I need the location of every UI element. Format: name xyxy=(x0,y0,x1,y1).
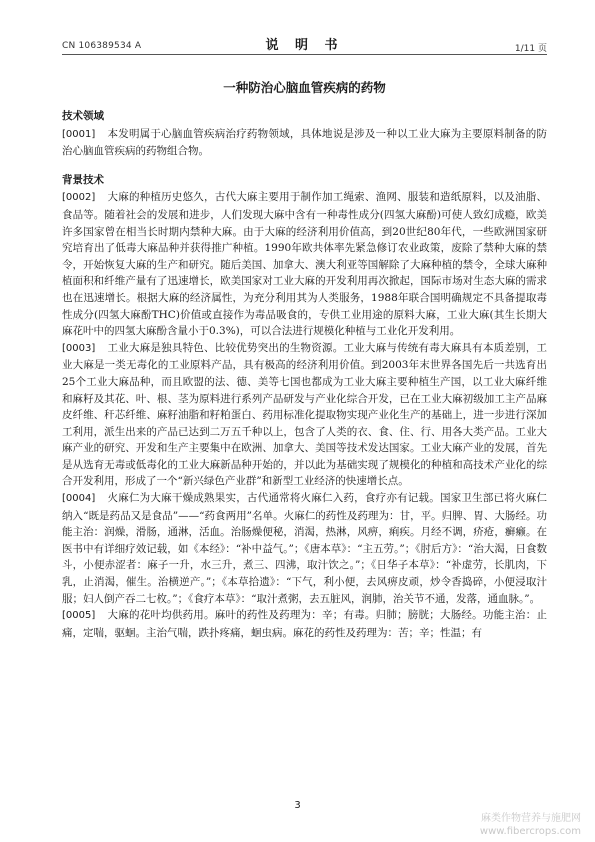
watermark-url: www.fibercrops.com xyxy=(479,826,581,837)
page-number: 3 xyxy=(294,800,301,811)
paragraph-text: 本发明属于心脑血管疾病治疗药物领域，具体地说是涉及一种以工业大麻为主要原料制备的防治心脑血管疾病的药物组合物。 xyxy=(62,127,547,158)
page-header xyxy=(62,30,547,52)
paragraph-number: [0003] xyxy=(62,342,96,354)
paragraph-0002 xyxy=(62,189,547,339)
paragraph-text: 大麻的种植历史悠久，古代大麻主要用于制作加工绳索、渔网、服装和造纸原料，以及油脂、食品等。随着社会的发展和进步，人们发现大麻中含有一种毒性成分(四氢大麻酚)可使人致幻成瘾，欧美许多国家曾在相当长时期内禁种大麻。由于大麻的经济利用价值高，到20世纪80年代，一些欧洲国家研究培育出了低毒大麻品种并获得推广种植。1990年欧共体率先紧急修订农业政策，废除了禁种大麻的禁令，开始恢复大麻的生产和研究。随后美国、加拿大、澳大利亚等国解除了大麻种植的禁令，全球大麻种植面积和纤维产量有了迅速增长，欧美国家对工业大麻的开发利用再次掀起，国际市场对生态大麻的需求也在迅速增长。根据大麻的经济属性，为充分利用其为人类服务，1988年联合国明确规定不具备提取毒性成分(四氢大麻酚THC)价值或直接作为毒品吸食的，专供工业用途的原料大麻，工业大麻(其生长期大麻花叶中的四氢大麻酚含量小于0.3%)，可以合法进行规模化种植与工业化开发利用。 xyxy=(62,191,547,338)
paragraph-0001 xyxy=(62,126,547,160)
invention-title: 一种防治心脑血管疾病的药物 xyxy=(223,80,386,95)
paragraph-number: [0001] xyxy=(62,128,96,140)
document-type-title: 说 明 书 xyxy=(265,38,344,53)
section-heading-technical-field: 技术领域 xyxy=(62,110,104,122)
paragraph-number: [0004] xyxy=(62,493,96,505)
header-divider xyxy=(62,54,547,55)
paragraph-0004 xyxy=(62,490,547,607)
paragraph-text: 大麻的花叶均供药用。麻叶的药性及药理为：辛；有毒。归肺；膀胱；大肠经。功能主治：止痛，定喘，驱蛔。主治气喘，跌扑疼痛，蛔虫病。麻花的药性及药理为：苦；辛；性温；有 xyxy=(62,609,547,639)
document-body xyxy=(62,108,547,641)
paragraph-number: [0002] xyxy=(62,192,96,204)
page-indicator: 1/11 页 xyxy=(514,44,547,54)
section-heading-background: 背景技术 xyxy=(62,173,104,186)
paragraph-text: 工业大麻是独具特色、比较优势突出的生物资源。工业大麻与传统有毒大麻具有本质差别，工业大麻是一类无毒化的工业原料产品，具有极高的经济利用价值。到2003年末世界各国先后一共选育出25个工业大麻品种，而且欧盟的法、德、美等七国也都成为工业大麻主要种植生产国，以工业大麻纤维和麻籽及其花、叶、根、茎为原料进行系列产品研发与产业化综合开发，已在工业大麻初级加工主产品麻皮纤维、秆芯纤维、麻籽油脂和籽粕蛋白、药用标准化提取物实现产业化生产的基础上，进一步进行深加工利用，派生出来的产品已达到二万五千种以上，包含了人类的衣、食、住、行、用各大类产品。工业大麻产业的研究、开发和生产主要集中在欧洲、加拿大、美国等技术发达国家。工业大麻产业的发展，首先是从选育无毒或低毒化的工业大麻新品种开始的，并以此为基础实现了规模化的种植和高技术产业化的综合开发利用，形成了一个“新兴绿色产业群”和新型工业经济的快速增长点。 xyxy=(62,341,547,488)
paragraph-0005 xyxy=(62,607,547,641)
paragraph-text: 火麻仁为大麻干燥成熟果实，古代通常将火麻仁入药，食疗亦有记载。国家卫生部已将火麻仁纳入“既是药品又是食品”——“药食两用”名单。火麻仁的药性及药理为：甘，平。归脾、胃、大肠经。功能主治：润燥，滑肠，通淋，活血。治肠燥便秘，消渴，热淋，风痹，痢疾。月经不调，疥疮，癣癞。在医书中有详细疗效记载，如《本经》：“补中益气。”；《唐本草》：“主五劳。”；《肘后方》：“治大渴，日食数斗，小便赤涩者：麻子一升，水三升，煮三、四沸，取汁饮之。”；《日华子本草》：“补虚劳，长肌肉，下乳，止消渴，催生。治横逆产。”；《本草拾遗》：“下气，利小便，去风痹皮顽，炒令香捣碎，小便浸取汁服；妇人倒产吞二七枚。”；《食疗本草》：“取汁煮粥，去五脏风，润肺，治关节不通，发落，通血脉。”。 xyxy=(62,492,547,605)
watermark xyxy=(480,812,581,838)
paragraph-0003 xyxy=(62,340,547,490)
document-number: CN 106389534 A xyxy=(62,41,142,51)
section-spacer xyxy=(62,160,547,172)
watermark-site-name: 麻类作物营养与施肥网 xyxy=(481,813,581,824)
paragraph-number: [0005] xyxy=(62,610,96,622)
